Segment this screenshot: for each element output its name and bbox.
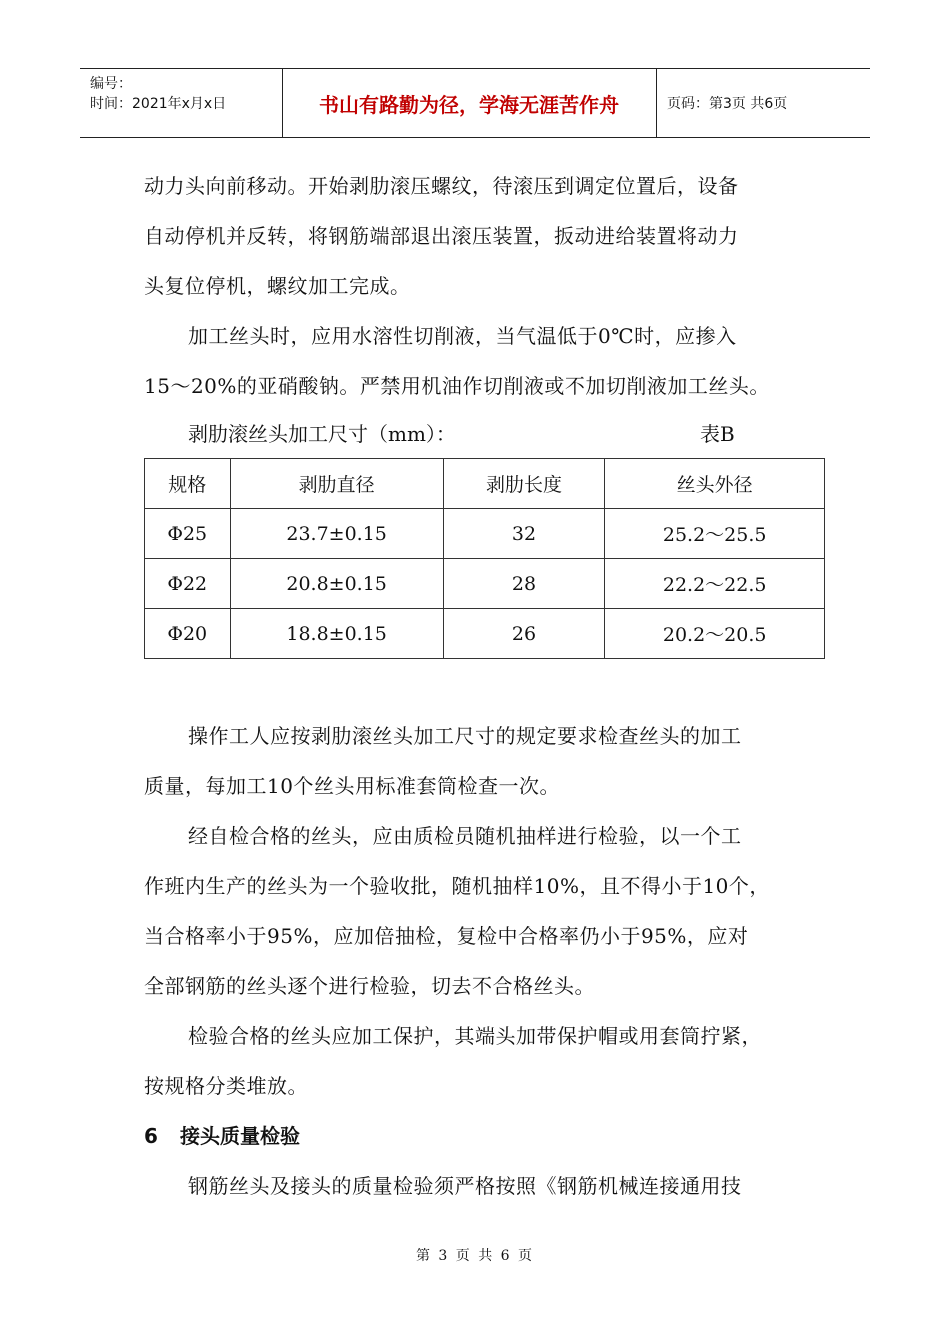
table-cell: 26 — [443, 609, 605, 659]
paragraph-line: 质量，每加工10个丝头用标准套筒检查一次。 — [144, 774, 560, 798]
paragraph-line: 操作工人应按剥肋滚丝头加工尺寸的规定要求检查丝头的加工 — [188, 724, 742, 748]
table-cell: 20.2～20.5 — [605, 609, 825, 659]
page-footer: 第 3 页 共 6 页 — [415, 1248, 535, 1264]
paragraph-line: 经自检合格的丝头，应由质检员随机抽样进行检验，以一个工 — [188, 824, 742, 848]
paragraph-line: 加工丝头时，应用水溶性切削液，当气温低于0℃时，应掺入 — [188, 324, 737, 348]
section-title: 接头质量检验 — [180, 1124, 300, 1148]
time-label: 时间：2021年x月x日 — [90, 96, 227, 112]
section-heading — [144, 1120, 300, 1149]
paragraph-line: 作班内生产的丝头为一个验收批，随机抽样10%，且不得小于10个， — [144, 874, 770, 898]
paragraph-line: 按规格分类堆放。 — [144, 1074, 308, 1098]
table-header-cell: 丝头外径 — [605, 459, 825, 509]
paragraph-line: 检验合格的丝头应加工保护，其端头加带保护帽或用套筒拧紧， — [188, 1024, 762, 1048]
dimension-table — [144, 458, 825, 659]
table-row — [145, 509, 825, 559]
paragraph-line: 钢筋丝头及接头的质量检验须严格按照《钢筋机械连接通用技 — [188, 1174, 742, 1198]
table-cell: 20.8±0.15 — [230, 559, 443, 609]
table-header-cell: 剥肋长度 — [443, 459, 605, 509]
table-cell: 23.7±0.15 — [230, 509, 443, 559]
paragraph-line: 动力头向前移动。开始剥肋滚压螺纹，待滚压到调定位置后，设备 — [144, 174, 739, 198]
table-cell: 18.8±0.15 — [230, 609, 443, 659]
paragraph-line: 全部钢筋的丝头逐个进行检验，切去不合格丝头。 — [144, 974, 595, 998]
paragraph-line: 15～20%的亚硝酸钠。严禁用机油作切削液或不加切削液加工丝头。 — [144, 374, 770, 398]
paragraph-line: 头复位停机，螺纹加工完成。 — [144, 274, 411, 298]
document-header — [80, 68, 870, 138]
table-cell: 22.2～22.5 — [605, 559, 825, 609]
table-header-cell: 剥肋直径 — [230, 459, 443, 509]
section-number: 6 — [144, 1124, 158, 1148]
table-cell: 32 — [443, 509, 605, 559]
table-caption-right: 表B — [700, 422, 735, 446]
header-page-info: 页码：第3页 共6页 — [667, 96, 788, 112]
table-cell: 28 — [443, 559, 605, 609]
table-cell: Φ22 — [145, 559, 231, 609]
table-cell: Φ25 — [145, 509, 231, 559]
table-caption: 剥肋滚丝头加工尺寸（mm）： — [188, 422, 456, 446]
table-row — [145, 609, 825, 659]
table-header-row — [145, 459, 825, 509]
table-row — [145, 559, 825, 609]
header-motto: 书山有路勤为径，学海无涯苦作舟 — [282, 69, 657, 137]
table-cell: 25.2～25.5 — [605, 509, 825, 559]
table-header-cell: 规格 — [145, 459, 231, 509]
table-cell: Φ20 — [145, 609, 231, 659]
paragraph-line: 自动停机并反转，将钢筋端部退出滚压装置，扳动进给装置将动力 — [144, 224, 739, 248]
number-label: 编号： — [90, 76, 132, 92]
header-meta — [80, 69, 283, 137]
paragraph-line: 当合格率小于95%，应加倍抽检，复检中合格率仍小于95%，应对 — [144, 924, 749, 948]
